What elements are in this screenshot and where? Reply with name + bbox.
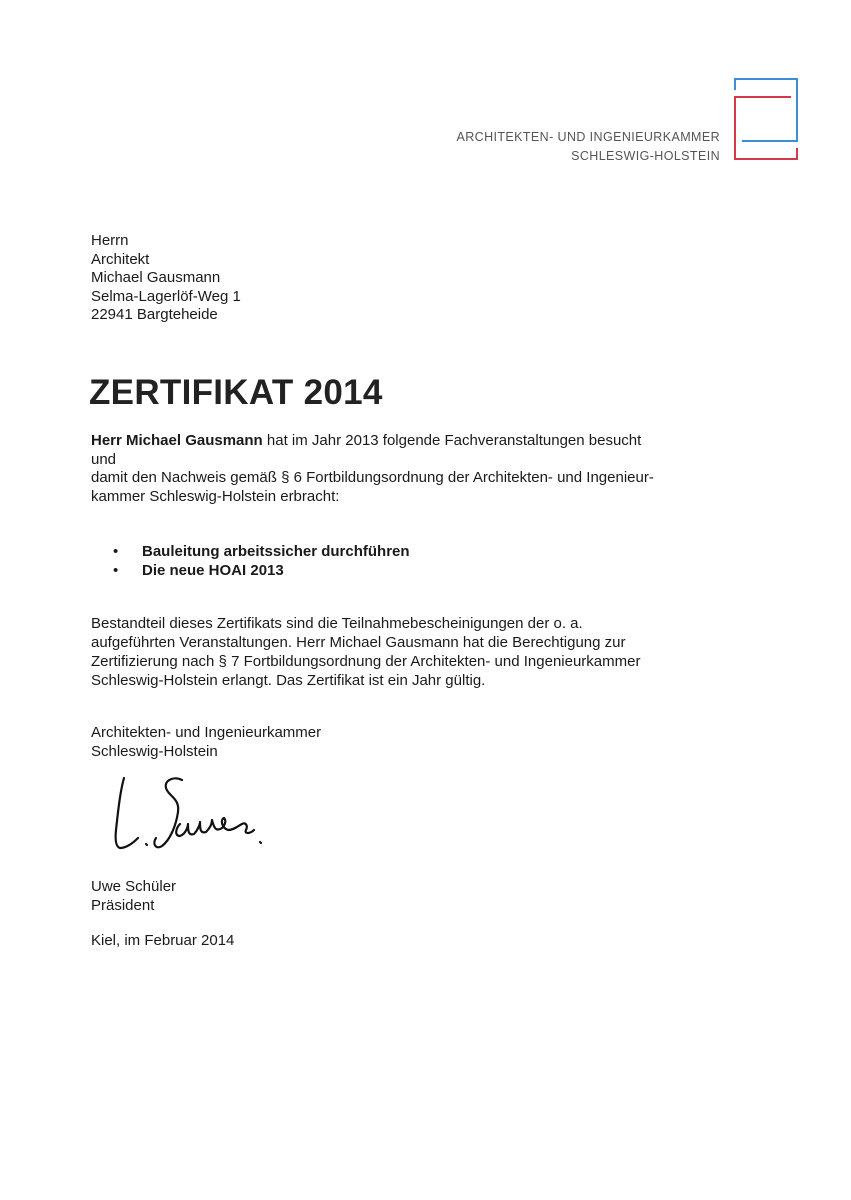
recipient-city: 22941 Bargteheide [91,306,218,323]
bullet-icon: • [113,543,119,560]
signer-block [91,878,176,915]
intro-line-3: damit den Nachweis gemäß § 6 Fortbildungsordnung der Architekten- und Ingenieur- [91,469,654,486]
bullet-icon: • [113,561,119,579]
closing-line-3: Zertifizierung nach § 7 Fortbildungsordnung der Architekten- und Ingenieurkammer [91,653,641,670]
intro-paragraph [91,432,711,506]
closing-line-2: aufgeführten Veranstaltungen. Herr Michael Gausmann hat die Berechtigung zur [91,634,626,651]
handwritten-signature [108,772,278,862]
issuer-block [91,724,321,761]
intro-line-2: und [91,450,117,468]
closing-line-4: Schleswig-Holstein erlangt. Das Zertifikat ist ein Jahr gültig. [91,672,486,689]
course-title: Die neue HOAI 2013 [142,561,284,579]
intro-line-1 [91,432,711,451]
course-title: Bauleitung arbeitssicher durchführen [142,543,410,560]
organization-name-line2: SCHLESWIG-HOLSTEIN [571,149,720,163]
intro-line-4: kammer Schleswig-Holstein erbracht: [91,487,340,505]
certificate-title: ZERTIFIKAT 2014 [89,373,383,412]
chamber-logo [734,78,798,160]
intro-name: Herr Michael Gausmann [91,432,263,449]
logo-red-bracket [735,97,797,159]
closing-paragraph [91,614,640,690]
organization-name [456,128,720,166]
issuer-line-2: Schleswig-Holstein [91,742,218,760]
course-list [113,543,410,580]
recipient-salutation: Herrn [91,232,129,249]
intro-line-1-rest: hat im Jahr 2013 folgende Fachveranstaltungen besucht [262,432,642,449]
recipient-street: Selma-Lagerlöf-Weg 1 [91,287,241,305]
recipient-address [91,232,241,325]
signer-role: Präsident [91,896,155,914]
recipient-profession: Architekt [91,250,150,268]
course-item [113,543,410,562]
closing-line-1: Bestandteil dieses Zertifikats sind die Teilnahmebescheinigungen der o. a. [91,615,583,632]
issuer-line-1: Architekten- und Ingenieurkammer [91,724,322,741]
place-date: Kiel, im Februar 2014 [91,932,235,949]
organization-name-line1: ARCHITEKTEN- UND INGENIEURKAMMER [456,130,720,144]
course-item [113,562,410,581]
signer-name: Uwe Schüler [91,878,177,895]
logo-blue-bracket [735,79,797,141]
recipient-name: Michael Gausmann [91,269,221,286]
